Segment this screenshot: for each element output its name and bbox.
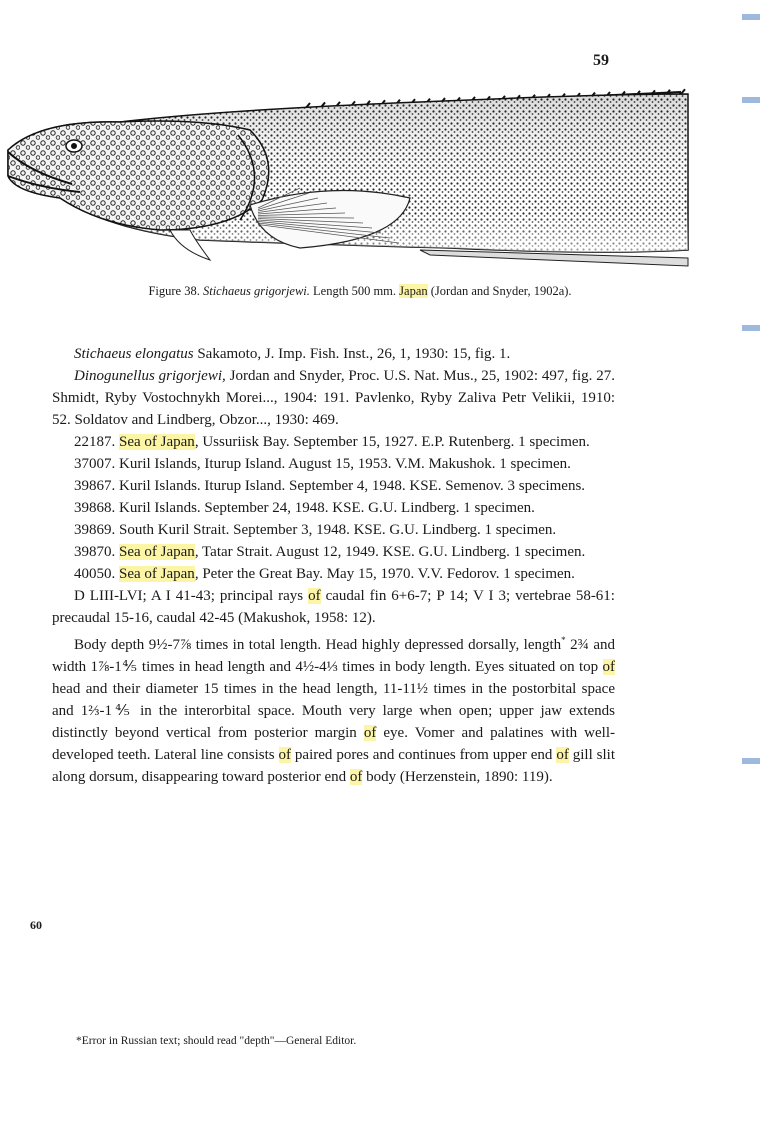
specimen-id: 39867.	[74, 478, 116, 494]
synonym-text: Sakamoto, J. Imp. Fish. Inst., 26, 1, 1930: 15, fig. 1.	[193, 346, 511, 362]
specimen-text: , Peter the Great Bay. May 15, 1970. V.V. Fedorov. 1 specimen.	[194, 566, 575, 582]
page-number: 59	[593, 52, 609, 69]
description-text: Body depth 9½-7⅞ times in total length. Head highly depressed dorsally, length	[74, 637, 562, 653]
specimen-place-highlight: Sea of Japan	[119, 566, 195, 582]
highlight-of: of	[349, 769, 363, 785]
specimen-text: Kuril Islands. September 24, 1948. KSE. G.U. Lindberg. 1 specimen.	[115, 500, 535, 516]
specimen-record	[52, 497, 615, 519]
synonym-text: Jordan and Snyder, Proc. U.S. Nat. Mus., 25, 1902: 497, fig. 27. Shmidt, Ryby Vostochnykh Morei..., 1904: 191. Pavlenko, Ryby Zaliva Petr Velikii, 1910: 52. Soldatov and Lindberg, Obzor..., 1930: 469.	[52, 368, 616, 428]
specimen-id: 22187.	[74, 434, 116, 450]
caption-length: Length 500 mm.	[313, 284, 397, 298]
description-paragraph	[52, 629, 615, 788]
description-text: eye. Vomer and palatines with well-developed teeth. Lateral line consists	[52, 725, 615, 763]
specimen-id: 37007.	[74, 456, 116, 472]
highlight-of: of	[556, 747, 569, 763]
meristic-counts	[52, 585, 615, 629]
specimen-place-highlight: Sea of Japan	[119, 544, 195, 560]
synonym-1	[52, 343, 615, 365]
specimen-id: 40050.	[74, 566, 116, 582]
specimen-record	[52, 453, 615, 475]
synonym-2	[52, 365, 615, 431]
description-text: gill slit along dorsum, disappearing toward posterior end	[52, 747, 615, 785]
caption-source: (Jordan and Snyder, 1902a).	[430, 284, 572, 298]
specimen-id: 39869.	[74, 522, 116, 538]
scroll-position-marker[interactable]	[742, 14, 760, 20]
specimen-place-highlight: Sea of Japan	[119, 434, 195, 450]
specimen-id: 39868.	[74, 500, 116, 516]
counts-text: caudal fin 6+6-7; P 14; V I 3; vertebrae 58-61: precaudal 15-16, caudal 42-45 (Makushok, 1958: 12).	[52, 588, 615, 626]
specimen-id: 39870.	[74, 544, 116, 560]
description-text: 2¾ and width 1⅞-1⅘ times in head length and 4½-4⅓ times in body length. Eyes situated on top	[52, 637, 615, 675]
highlight-of: of	[278, 747, 292, 763]
figure-caption	[110, 282, 610, 300]
scroll-position-marker[interactable]	[742, 325, 760, 331]
highlight-of: of	[308, 588, 321, 604]
description-text: head and their diameter 15 times in the head length, 11-11½ times in the postorbital space and 1⅔-1⅘ in the interorbital space. Mouth very large when open; upper jaw extends distinctly beyond vertical from posterior margin	[52, 681, 615, 741]
body-text	[52, 343, 615, 788]
caption-species: Stichaeus grigorjewi.	[202, 284, 310, 298]
fish-illustration	[0, 80, 690, 280]
specimen-text: Kuril Islands. Iturup Island. September 4, 1948. KSE. Semenov. 3 specimens.	[115, 478, 586, 494]
synonym-name: Stichaeus elongatus	[74, 346, 194, 362]
highlight-of: of	[363, 725, 377, 741]
specimen-record	[52, 431, 615, 453]
specimen-text: South Kuril Strait. September 3, 1948. KSE. G.U. Lindberg. 1 specimen.	[115, 522, 557, 538]
counts-text: D LIII-LVI; A I 41-43; principal rays	[74, 588, 309, 604]
margin-line-number: 60	[30, 918, 42, 932]
highlight-of: of	[602, 659, 615, 675]
specimen-text: , Ussuriisk Bay. September 15, 1927. E.P. Rutenberg. 1 specimen.	[194, 434, 590, 450]
specimen-text: , Tatar Strait. August 12, 1949. KSE. G.U. Lindberg. 1 specimen.	[194, 544, 586, 560]
footnote: *Error in Russian text; should read "depth"—General Editor.	[76, 1035, 357, 1047]
synonym-name: Dinogunellus grigorjewi,	[74, 368, 226, 384]
footnote-marker: *	[561, 635, 566, 645]
specimen-text: Kuril Islands, Iturup Island. August 15, 1953. V.M. Makushok. 1 specimen.	[115, 456, 571, 472]
description-text: body (Herzenstein, 1890: 119).	[362, 769, 553, 785]
scroll-position-marker[interactable]	[742, 758, 760, 764]
caption-place-highlight: Japan	[399, 284, 428, 298]
specimen-record	[52, 519, 615, 541]
specimen-record	[52, 541, 615, 563]
scroll-position-marker[interactable]	[742, 97, 760, 103]
description-text: paired pores and continues from upper end	[291, 747, 557, 763]
caption-prefix: Figure 38.	[148, 284, 200, 298]
specimen-record	[52, 475, 615, 497]
specimen-record	[52, 563, 615, 585]
